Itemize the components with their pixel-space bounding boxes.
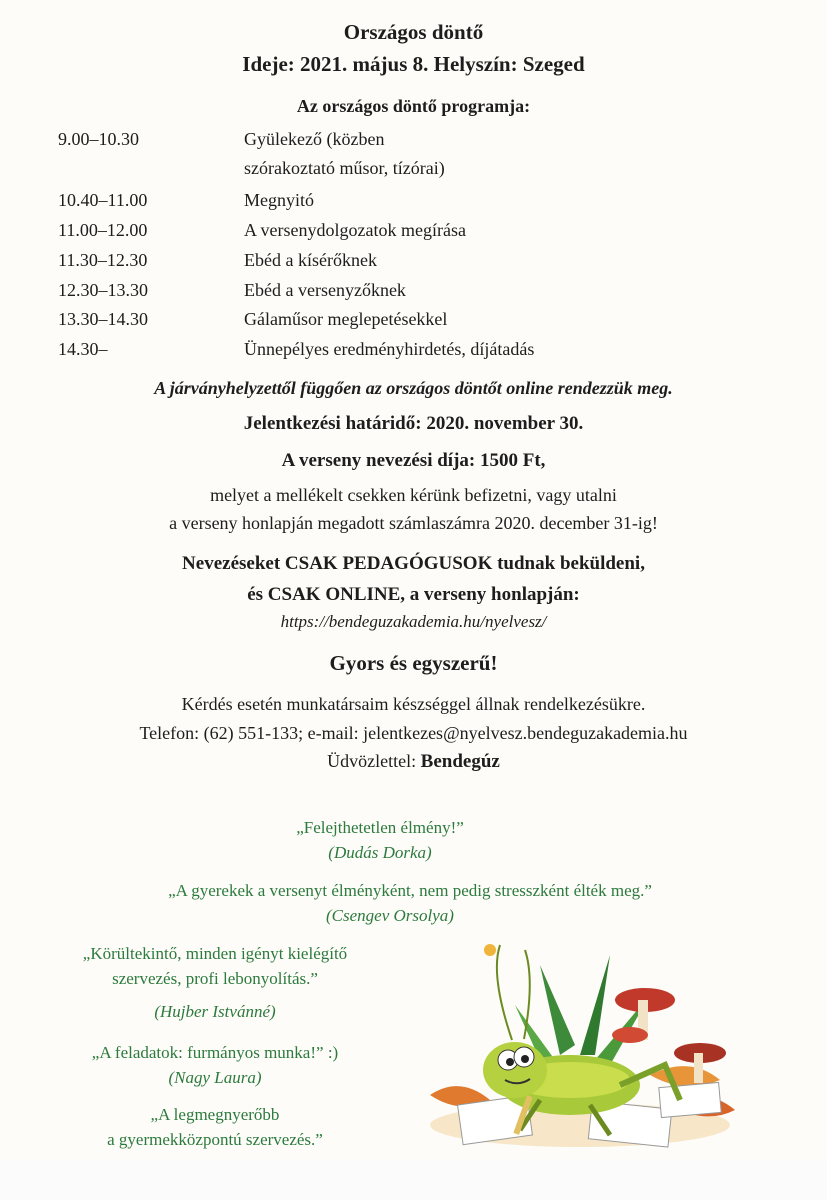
schedule-activity: Ebéd a versenyzőknek — [244, 280, 406, 300]
cricket-illustration — [420, 935, 740, 1155]
quote-author: (Csengev Orsolya) — [326, 906, 454, 925]
schedule-time: 9.00–10.30 — [58, 129, 139, 149]
quote-text: „Körültekintő, minden igényt kielégítő — [82, 944, 348, 963]
schedule-time: 13.30–14.30 — [58, 309, 148, 329]
date-place: Ideje: 2021. május 8. Helyszín: Szeged — [242, 52, 585, 76]
entry-fee-amount: 1500 Ft — [479, 450, 541, 471]
registration-deadline: Jelentkezési határidő: 2020. november 30. — [243, 413, 584, 434]
quote-author: (Dudás Dorka) — [328, 843, 432, 862]
schedule-time: 10.40–11.00 — [58, 190, 148, 210]
greeting — [0, 751, 827, 773]
page-bottom-band — [0, 1160, 827, 1200]
contact-line: Kérdés esetén munkatársaim készséggel állnak rendelkezésükre. — [181, 694, 646, 714]
quote-text-cont: szervezés, profi lebonyolítás.” — [112, 969, 318, 988]
signature: Bendegúz — [420, 751, 500, 772]
page-title: Országos döntő — [343, 20, 484, 44]
schedule-activity: Gálaműsor meglepetésekkel — [244, 309, 448, 329]
schedule-time: 12.30–13.30 — [58, 280, 148, 300]
schedule-activity: Megnyitó — [244, 190, 314, 210]
registration-teachers-only: Nevezéseket CSAK PEDAGÓGUSOK tudnak beküldeni, — [182, 553, 645, 574]
schedule-activity: A versenydolgozatok megírása — [244, 220, 466, 240]
quote-text: „Felejthetetlen élmény!” — [296, 818, 464, 837]
quote-author: (Nagy Laura) — [168, 1068, 262, 1087]
entry-fee-suffix: , — [540, 450, 546, 471]
quote-text: „A gyerekek a versenyt élményként, nem pedig stresszként élték meg.” — [168, 881, 652, 900]
schedule-activity: Gyülekező (közben — [244, 129, 385, 149]
fee-payment-line: melyet a mellékelt csekken kérünk befizetni, vagy utalni — [210, 485, 617, 505]
contact-phone-email: Telefon: (62) 551-133; e-mail: jelentkezes@nyelvesz.bendeguzakademia.hu — [139, 723, 688, 743]
slogan: Gyors és egyszerű! — [329, 651, 498, 675]
program-heading: Az országos döntő programja: — [296, 96, 531, 116]
quote-text: „A legmegnyerőbb — [150, 1105, 280, 1124]
fee-deadline-line: a verseny honlapján megadott számlaszámra 2020. december 31-ig! — [169, 513, 658, 533]
schedule-activity: Ebéd a kísérőknek — [244, 250, 377, 270]
entry-fee-label: A verseny nevezési díja: — [281, 450, 480, 471]
quote-text: „A feladatok: furmányos munka!” :) — [91, 1043, 339, 1062]
schedule-time: 11.00–12.00 — [58, 220, 148, 240]
schedule-time: 14.30– — [58, 339, 108, 359]
entry-fee — [0, 450, 827, 472]
schedule-time: 11.30–12.30 — [58, 250, 148, 270]
greeting-text: Üdvözlettel: — [327, 751, 421, 771]
schedule-activity: Ünnepélyes eredményhirdetés, díjátadás — [244, 339, 535, 359]
online-notice: A járványhelyzettől függően az országos döntőt online rendezzük meg. — [154, 378, 673, 398]
quote-author: (Hujber Istvánné) — [154, 1002, 276, 1021]
schedule-activity-cont: szórakoztató műsor, tízórai) — [244, 158, 445, 178]
registration-online-only: és CSAK ONLINE, a verseny honlapján: — [247, 584, 580, 605]
quote-text-cont: a gyermekközpontú szervezés.” — [107, 1130, 323, 1149]
registration-url[interactable]: https://bendeguzakademia.hu/nyelvesz/ — [280, 612, 547, 631]
